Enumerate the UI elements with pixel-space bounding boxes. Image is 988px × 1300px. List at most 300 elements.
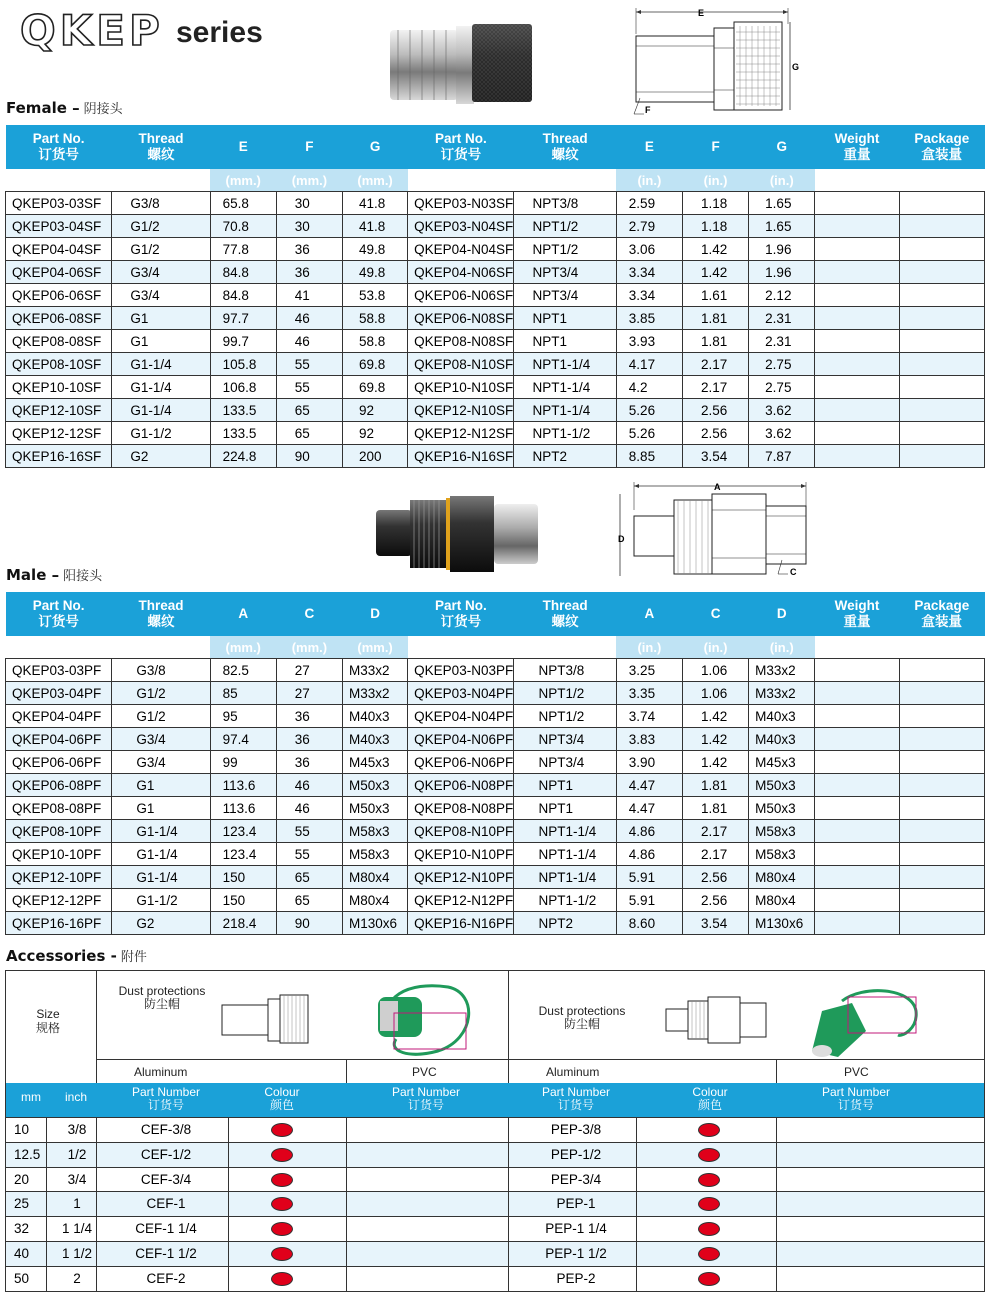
- cell-divider: [508, 1242, 509, 1267]
- table-cell: 3.85: [616, 307, 682, 330]
- table-cell: QKEP12-12PF: [6, 889, 112, 912]
- cell-divider: [346, 1143, 347, 1168]
- table-cell: NPT1/2: [514, 238, 616, 261]
- pvc-label-left: PVC: [412, 1065, 437, 1079]
- colour-swatch: [271, 1148, 293, 1162]
- table-cell: 3.62: [749, 422, 815, 445]
- table-row: [6, 238, 985, 261]
- table-cell: 1.96: [749, 238, 815, 261]
- dust-label-cn: 防尘帽: [143, 997, 180, 1011]
- cell-divider: [636, 1217, 637, 1242]
- cell-divider: [636, 1143, 637, 1168]
- table-cell: 30: [276, 192, 342, 215]
- column-header: [210, 125, 276, 169]
- column-header-cn: 螺纹: [551, 614, 579, 629]
- table-cell: 92: [342, 422, 407, 445]
- table-cell: M80x4: [749, 889, 815, 912]
- accessory-row: [6, 1216, 984, 1242]
- table-row: [6, 284, 985, 307]
- column-header: [514, 125, 616, 169]
- table-cell: [899, 889, 984, 912]
- table-cell: G2: [112, 912, 210, 935]
- table-cell: QKEP10-10SF: [6, 376, 112, 399]
- table-cell: [899, 399, 984, 422]
- table-cell: 1.96: [749, 261, 815, 284]
- table-cell: QKEP04-04PF: [6, 705, 112, 728]
- column-header-en: Weight: [834, 131, 880, 146]
- table-cell: NPT3/4: [514, 261, 616, 284]
- male-dimension-drawing: [612, 480, 812, 578]
- male-section-title: [6, 565, 102, 584]
- column-header: [616, 125, 682, 169]
- dim-g-label: G: [792, 62, 800, 72]
- cell-divider: [96, 1118, 97, 1143]
- column-header-en: Part No.: [32, 598, 85, 613]
- table-cell: 77.8: [210, 238, 276, 261]
- pep-part-number: PEP-1 1/2: [545, 1246, 607, 1261]
- cell-divider: [46, 1217, 47, 1242]
- table-cell: M33x2: [342, 682, 407, 705]
- table-cell: 58.8: [342, 330, 407, 353]
- cell-divider: [776, 1267, 777, 1292]
- colour-swatch: [698, 1173, 720, 1187]
- cell-divider: [776, 1118, 777, 1143]
- cell-divider: [508, 1217, 509, 1242]
- dim-d-label: D: [618, 534, 625, 544]
- table-cell: 150: [210, 889, 276, 912]
- dust-label-left: [114, 985, 210, 1011]
- table-row: [6, 353, 985, 376]
- cell-divider: [346, 1192, 347, 1217]
- table-cell: 1.81: [682, 797, 748, 820]
- cell-divider: [508, 1118, 509, 1143]
- table-cell: [815, 705, 899, 728]
- colour-swatch: [698, 1123, 720, 1137]
- table-cell: [899, 728, 984, 751]
- table-cell: 46: [276, 774, 342, 797]
- table-cell: QKEP12-10SF: [6, 399, 112, 422]
- divider: [776, 1059, 777, 1083]
- col-colour-en: Colour: [692, 1085, 728, 1099]
- table-cell: 2.56: [682, 889, 748, 912]
- cef-part-number: CEF-3/4: [140, 1171, 192, 1187]
- unit-cell: (in.): [616, 636, 682, 659]
- table-cell: QKEP03-04SF: [6, 215, 112, 238]
- col-colour-2: [680, 1086, 740, 1112]
- table-cell: [899, 445, 984, 468]
- accessories-table: [5, 970, 985, 1292]
- cell-divider: [776, 1217, 777, 1242]
- column-header-cn: 订货号: [440, 147, 482, 162]
- dim-e-label: E: [698, 8, 705, 18]
- column-header: [6, 592, 112, 636]
- table-cell: 65: [276, 399, 342, 422]
- table-row: [6, 399, 985, 422]
- table-cell: 1.61: [682, 284, 748, 307]
- table-cell: 27: [276, 682, 342, 705]
- col-colour-cn: 颜色: [269, 1098, 294, 1112]
- table-cell: QKEP10-N10PF: [408, 843, 514, 866]
- column-header-en: Package: [914, 131, 970, 146]
- col-colour-1: [252, 1086, 312, 1112]
- table-cell: 55: [276, 353, 342, 376]
- cell-divider: [508, 1168, 509, 1193]
- column-header-en: C: [304, 606, 315, 621]
- table-cell: G1: [112, 774, 210, 797]
- table-cell: 65: [276, 889, 342, 912]
- table-cell: QKEP04-06PF: [6, 728, 112, 751]
- unit-cell: (mm.): [210, 169, 276, 192]
- table-cell: G3/4: [112, 728, 210, 751]
- unit-cell: [408, 636, 514, 659]
- column-header: [408, 125, 514, 169]
- column-header-en: C: [710, 606, 721, 621]
- column-header: [815, 592, 899, 636]
- column-header-en: Package: [914, 598, 970, 613]
- cell-divider: [96, 1168, 97, 1193]
- table-cell: 3.06: [616, 238, 682, 261]
- size-inch: 2: [73, 1270, 81, 1286]
- female-units-row: [6, 169, 985, 192]
- column-header-en: F: [711, 139, 720, 154]
- column-header: [749, 125, 815, 169]
- cell-divider: [46, 1143, 47, 1168]
- table-cell: QKEP04-N06PF: [408, 728, 514, 751]
- table-cell: G3/4: [112, 284, 210, 307]
- cell-divider: [776, 1242, 777, 1267]
- table-cell: 84.8: [210, 261, 276, 284]
- table-cell: QKEP12-N12PF: [408, 889, 514, 912]
- table-cell: 3.54: [682, 912, 748, 935]
- table-cell: 2.56: [682, 866, 748, 889]
- cell-divider: [228, 1192, 229, 1217]
- cell-divider: [228, 1168, 229, 1193]
- table-cell: 7.87: [749, 445, 815, 468]
- col-mm: mm: [21, 1090, 41, 1104]
- cell-divider: [46, 1168, 47, 1193]
- table-cell: QKEP06-N08SF: [408, 307, 514, 330]
- female-title-en: Female –: [6, 99, 80, 117]
- table-cell: [815, 797, 899, 820]
- col-part-en: Part Number: [541, 1085, 611, 1099]
- column-header-cn: 订货号: [38, 614, 79, 629]
- table-row: [6, 682, 985, 705]
- table-row: [6, 705, 985, 728]
- column-header-en: E: [238, 139, 248, 154]
- table-cell: M58x3: [342, 820, 407, 843]
- dim-a-label: A: [714, 482, 721, 492]
- column-header-en: Part No.: [434, 598, 487, 613]
- table-cell: 1.65: [749, 192, 815, 215]
- unit-cell: (in.): [616, 169, 682, 192]
- cell-divider: [508, 1192, 509, 1217]
- table-cell: QKEP12-10PF: [6, 866, 112, 889]
- accessory-row: [6, 1142, 984, 1168]
- table-cell: 218.4: [210, 912, 276, 935]
- table-cell: 1.06: [682, 659, 748, 682]
- table-cell: M50x3: [749, 797, 815, 820]
- table-cell: NPT1/2: [514, 705, 616, 728]
- table-cell: 8.85: [616, 445, 682, 468]
- column-header-en: Part No.: [32, 131, 85, 146]
- cell-divider: [508, 1267, 509, 1292]
- table-cell: 1.81: [682, 307, 748, 330]
- unit-cell: (mm.): [342, 169, 407, 192]
- cell-divider: [46, 1192, 47, 1217]
- cell-divider: [96, 1217, 97, 1242]
- table-cell: 46: [276, 797, 342, 820]
- table-cell: 97.7: [210, 307, 276, 330]
- divider: [508, 971, 509, 1083]
- col-part-number-1: [106, 1086, 226, 1112]
- cell-divider: [228, 1267, 229, 1292]
- table-row: [6, 261, 985, 284]
- table-cell: QKEP03-03SF: [6, 192, 112, 215]
- column-header-en: F: [305, 139, 314, 154]
- table-cell: NPT3/4: [514, 728, 616, 751]
- table-cell: 1.42: [682, 705, 748, 728]
- table-cell: [815, 751, 899, 774]
- col-part-cn: 订货号: [147, 1098, 184, 1112]
- male-header-row: [6, 592, 985, 636]
- table-cell: 58.8: [342, 307, 407, 330]
- column-header: [749, 592, 815, 636]
- column-header-en: Thread: [138, 131, 184, 146]
- cell-divider: [346, 1168, 347, 1193]
- table-row: [6, 774, 985, 797]
- table-cell: 4.47: [616, 797, 682, 820]
- table-cell: 2.79: [616, 215, 682, 238]
- table-cell: G3/4: [112, 261, 210, 284]
- column-header: [276, 125, 342, 169]
- table-cell: 41.8: [342, 215, 407, 238]
- table-cell: 4.47: [616, 774, 682, 797]
- table-cell: 90: [276, 445, 342, 468]
- table-cell: 5.26: [616, 422, 682, 445]
- table-cell: [815, 376, 899, 399]
- colour-swatch: [698, 1222, 720, 1236]
- table-cell: 200: [342, 445, 407, 468]
- column-header-cn: 重量: [843, 614, 871, 629]
- table-cell: QKEP04-N04PF: [408, 705, 514, 728]
- table-row: [6, 843, 985, 866]
- cell-divider: [776, 1168, 777, 1193]
- table-cell: M58x3: [749, 820, 815, 843]
- table-cell: 2.75: [749, 353, 815, 376]
- size-inch: 3/8: [67, 1122, 87, 1137]
- unit-cell: [112, 636, 210, 659]
- table-cell: NPT2: [514, 445, 616, 468]
- table-cell: [815, 866, 899, 889]
- accessory-row: [6, 1266, 984, 1292]
- colour-swatch: [698, 1148, 720, 1162]
- table-cell: QKEP03-N04SF: [408, 215, 514, 238]
- table-cell: 123.4: [210, 843, 276, 866]
- pep-part-number: PEP-1 1/4: [545, 1221, 607, 1237]
- table-cell: [815, 682, 899, 705]
- unit-cell: [514, 169, 616, 192]
- table-cell: NPT1-1/4: [514, 399, 616, 422]
- table-cell: 99.7: [210, 330, 276, 353]
- table-cell: [899, 215, 984, 238]
- female-table-body: [6, 192, 985, 468]
- table-cell: 99: [210, 751, 276, 774]
- series-label: series: [176, 16, 263, 49]
- table-cell: G1/2: [112, 682, 210, 705]
- column-header: [616, 592, 682, 636]
- table-cell: 46: [276, 307, 342, 330]
- table-cell: 1.18: [682, 192, 748, 215]
- colour-swatch: [698, 1197, 720, 1211]
- table-cell: 2.17: [682, 353, 748, 376]
- column-header-en: A: [238, 606, 249, 621]
- table-cell: QKEP08-08PF: [6, 797, 112, 820]
- column-header: [682, 125, 748, 169]
- size-inch: 1: [73, 1196, 81, 1212]
- table-cell: QKEP04-04SF: [6, 238, 112, 261]
- table-cell: QKEP04-N06SF: [408, 261, 514, 284]
- table-cell: 65: [276, 422, 342, 445]
- column-header-cn: 螺纹: [551, 147, 579, 162]
- table-cell: [899, 192, 984, 215]
- table-cell: 2.12: [749, 284, 815, 307]
- cell-divider: [96, 1242, 97, 1267]
- column-header: [682, 592, 748, 636]
- table-cell: [899, 912, 984, 935]
- table-cell: M50x3: [342, 797, 407, 820]
- column-header-en: D: [776, 606, 787, 621]
- male-table-body: [6, 659, 985, 935]
- table-cell: 49.8: [342, 261, 407, 284]
- female-title-cn: 阴接头: [83, 102, 123, 117]
- table-cell: 1.65: [749, 215, 815, 238]
- table-cell: G1/2: [112, 215, 210, 238]
- table-cell: [899, 353, 984, 376]
- table-cell: NPT1: [514, 797, 616, 820]
- unit-cell: [112, 169, 210, 192]
- colour-swatch: [698, 1247, 720, 1261]
- divider: [96, 1059, 984, 1060]
- female-coupling-photo: [388, 22, 534, 104]
- table-cell: [899, 705, 984, 728]
- column-header: [514, 592, 616, 636]
- cef-part-number: CEF-3/8: [140, 1122, 192, 1137]
- table-cell: [899, 682, 984, 705]
- column-header-en: E: [644, 139, 654, 154]
- table-cell: [815, 284, 899, 307]
- female-section-title: [6, 98, 123, 117]
- cell-divider: [228, 1143, 229, 1168]
- column-header: [342, 592, 407, 636]
- table-cell: QKEP03-N03PF: [408, 659, 514, 682]
- table-cell: 92: [342, 399, 407, 422]
- table-cell: QKEP06-N06PF: [408, 751, 514, 774]
- table-cell: 36: [276, 728, 342, 751]
- table-cell: M58x3: [749, 843, 815, 866]
- cell-divider: [636, 1118, 637, 1143]
- column-header-en: A: [644, 606, 655, 621]
- table-cell: 85: [210, 682, 276, 705]
- unit-cell: [6, 636, 112, 659]
- table-cell: 2.17: [682, 376, 748, 399]
- cef-part-number: CEF-1/2: [140, 1146, 192, 1162]
- table-cell: QKEP16-N16PF: [408, 912, 514, 935]
- size-inch: 1 1/2: [61, 1246, 93, 1261]
- cell-divider: [46, 1267, 47, 1292]
- table-cell: 82.5: [210, 659, 276, 682]
- col-colour-en: Colour: [264, 1085, 300, 1099]
- table-cell: NPT3/8: [514, 192, 616, 215]
- table-row: [6, 192, 985, 215]
- pvc-cap-image-right: [802, 981, 924, 1061]
- table-cell: M33x2: [342, 659, 407, 682]
- table-cell: NPT1-1/4: [514, 866, 616, 889]
- table-cell: [815, 843, 899, 866]
- size-inch: 1 1/4: [61, 1221, 93, 1237]
- table-cell: [899, 261, 984, 284]
- cell-divider: [46, 1242, 47, 1267]
- table-cell: G3/8: [112, 192, 210, 215]
- table-cell: [815, 774, 899, 797]
- table-cell: NPT2: [514, 912, 616, 935]
- table-cell: QKEP03-N04PF: [408, 682, 514, 705]
- table-cell: QKEP08-10PF: [6, 820, 112, 843]
- table-cell: QKEP06-08SF: [6, 307, 112, 330]
- table-cell: NPT1-1/2: [514, 889, 616, 912]
- unit-cell: [6, 169, 112, 192]
- column-header: [112, 592, 210, 636]
- table-cell: G1-1/4: [112, 820, 210, 843]
- table-cell: QKEP10-N10SF: [408, 376, 514, 399]
- column-header-en: Thread: [542, 598, 588, 613]
- column-header: [408, 592, 514, 636]
- column-header-cn: 盒装量: [921, 147, 963, 162]
- female-table: [5, 125, 985, 468]
- pvc-cap-image-left: [368, 977, 480, 1059]
- colour-swatch: [271, 1272, 293, 1286]
- cell-divider: [636, 1192, 637, 1217]
- divider: [96, 971, 97, 1083]
- table-cell: [899, 797, 984, 820]
- table-row: [6, 797, 985, 820]
- table-cell: 2.75: [749, 376, 815, 399]
- colour-swatch: [271, 1247, 293, 1261]
- column-header-cn: 盒装量: [921, 614, 963, 629]
- table-cell: [899, 774, 984, 797]
- accessory-row: [6, 1117, 984, 1143]
- table-cell: NPT1: [514, 330, 616, 353]
- col-part-cn: 订货号: [837, 1098, 874, 1112]
- column-header: [276, 592, 342, 636]
- dust-label-right: [526, 1005, 638, 1031]
- table-cell: QKEP06-N08PF: [408, 774, 514, 797]
- aluminum-label-right: Aluminum: [546, 1065, 600, 1079]
- table-cell: NPT1-1/4: [514, 353, 616, 376]
- col-part-cn: 订货号: [407, 1098, 444, 1112]
- table-cell: 4.17: [616, 353, 682, 376]
- table-cell: M50x3: [749, 774, 815, 797]
- table-cell: QKEP10-10PF: [6, 843, 112, 866]
- table-cell: 36: [276, 751, 342, 774]
- table-cell: M130x6: [342, 912, 407, 935]
- col-part-number-3: [516, 1086, 636, 1112]
- table-cell: M80x4: [749, 866, 815, 889]
- table-cell: 3.25: [616, 659, 682, 682]
- table-cell: NPT1-1/4: [514, 820, 616, 843]
- table-cell: NPT3/8: [514, 659, 616, 682]
- table-cell: 36: [276, 238, 342, 261]
- table-cell: 3.83: [616, 728, 682, 751]
